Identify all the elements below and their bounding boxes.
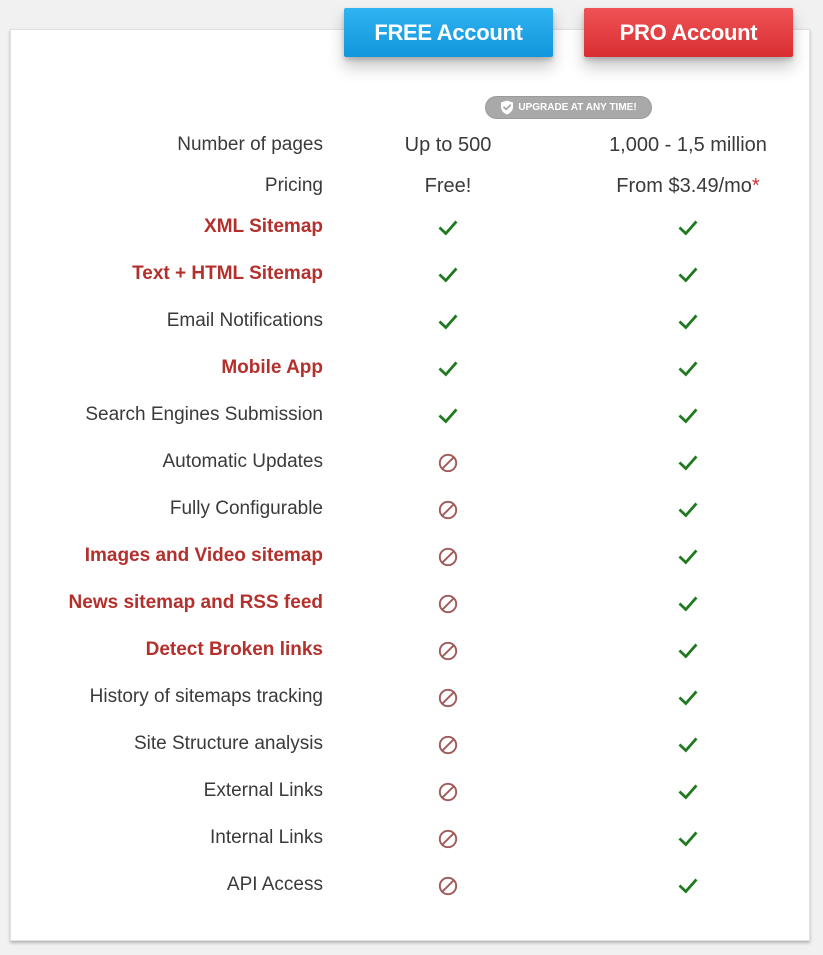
free-availability: [368, 777, 528, 805]
feature-row: [0, 777, 823, 805]
row-pricing: [0, 172, 823, 200]
check-icon: [677, 311, 699, 333]
check-icon: [677, 217, 699, 239]
free-availability: [368, 307, 528, 335]
feature-label: Number of pages: [177, 134, 323, 155]
check-icon: [677, 875, 699, 897]
pro-availability: [588, 542, 788, 570]
feature-label: Mobile App: [221, 357, 323, 378]
unavailable-icon: [437, 546, 459, 568]
pro-availability: [588, 636, 788, 664]
pro-availability: [588, 213, 788, 241]
free-availability: [368, 495, 528, 523]
unavailable-icon: [437, 499, 459, 521]
free-availability: [368, 871, 528, 899]
pro-availability: [588, 824, 788, 852]
unavailable-icon: [437, 828, 459, 850]
feature-label: XML Sitemap: [204, 216, 323, 237]
check-icon: [437, 217, 459, 239]
feature-label: News sitemap and RSS feed: [68, 592, 323, 613]
feature-label: Email Notifications: [166, 310, 323, 331]
upgrade-badge-label: UPGRADE AT ANY TIME!: [518, 102, 637, 113]
feature-row: [0, 448, 823, 476]
pro-value: [588, 172, 788, 200]
feature-row: [0, 354, 823, 382]
unavailable-icon: [437, 734, 459, 756]
unavailable-icon: [437, 640, 459, 662]
check-icon: [677, 734, 699, 756]
free-availability: [368, 636, 528, 664]
free-value: Free!: [424, 175, 472, 197]
pro-availability: [588, 495, 788, 523]
feature-label: External Links: [203, 780, 323, 801]
free-availability: [368, 542, 528, 570]
feature-label: Pricing: [264, 175, 323, 196]
free-availability: [368, 354, 528, 382]
feature-label: Images and Video sitemap: [84, 545, 323, 566]
check-icon: [677, 687, 699, 709]
price-asterisk: *: [751, 175, 760, 197]
pro-availability: [588, 448, 788, 476]
feature-row: [0, 636, 823, 664]
free-availability: [368, 213, 528, 241]
check-icon: [677, 640, 699, 662]
check-icon: [677, 499, 699, 521]
check-icon: [677, 264, 699, 286]
shield-check-icon: [500, 100, 514, 115]
check-icon: [677, 828, 699, 850]
feature-row: [0, 260, 823, 288]
upgrade-badge: [485, 96, 652, 119]
free-account-button[interactable]: FREE Account: [344, 8, 553, 57]
free-availability: [368, 401, 528, 429]
check-icon: [677, 593, 699, 615]
row-number-of-pages: [0, 131, 823, 159]
unavailable-icon: [437, 687, 459, 709]
check-icon: [677, 781, 699, 803]
pro-availability: [588, 260, 788, 288]
pro-availability: [588, 777, 788, 805]
unavailable-icon: [437, 875, 459, 897]
unavailable-icon: [437, 452, 459, 474]
pro-price: From $3.49/mo: [616, 175, 752, 197]
free-availability: [368, 683, 528, 711]
check-icon: [437, 358, 459, 380]
pro-account-button[interactable]: PRO Account: [584, 8, 793, 57]
feature-row: [0, 589, 823, 617]
feature-label: Search Engines Submission: [85, 404, 323, 425]
check-icon: [677, 358, 699, 380]
feature-label: Fully Configurable: [169, 498, 323, 519]
unavailable-icon: [437, 593, 459, 615]
feature-label: API Access: [226, 874, 323, 895]
feature-row: [0, 542, 823, 570]
check-icon: [437, 405, 459, 427]
pro-availability: [588, 354, 788, 382]
free-availability: [368, 824, 528, 852]
check-icon: [437, 311, 459, 333]
feature-row: [0, 730, 823, 758]
check-icon: [677, 452, 699, 474]
pro-availability: [588, 871, 788, 899]
feature-label: Internal Links: [209, 827, 323, 848]
unavailable-icon: [437, 781, 459, 803]
feature-row: [0, 213, 823, 241]
free-availability: [368, 260, 528, 288]
check-icon: [677, 405, 699, 427]
pro-availability: [588, 589, 788, 617]
free-value: Up to 500: [404, 134, 492, 156]
feature-row: [0, 495, 823, 523]
free-availability: [368, 589, 528, 617]
feature-row: [0, 871, 823, 899]
pro-availability: [588, 730, 788, 758]
pro-value: 1,000 - 1,5 million: [609, 134, 767, 156]
feature-label: Site Structure analysis: [133, 733, 323, 754]
check-icon: [677, 546, 699, 568]
pro-availability: [588, 307, 788, 335]
pro-availability: [588, 401, 788, 429]
feature-row: [0, 307, 823, 335]
free-availability: [368, 730, 528, 758]
feature-row: [0, 683, 823, 711]
feature-label: Detect Broken links: [145, 639, 323, 660]
feature-label: History of sitemaps tracking: [89, 686, 323, 707]
feature-label: Text + HTML Sitemap: [132, 263, 323, 284]
check-icon: [437, 264, 459, 286]
feature-row: [0, 401, 823, 429]
feature-row: [0, 824, 823, 852]
feature-label: Automatic Updates: [162, 451, 323, 472]
free-availability: [368, 448, 528, 476]
pro-availability: [588, 683, 788, 711]
